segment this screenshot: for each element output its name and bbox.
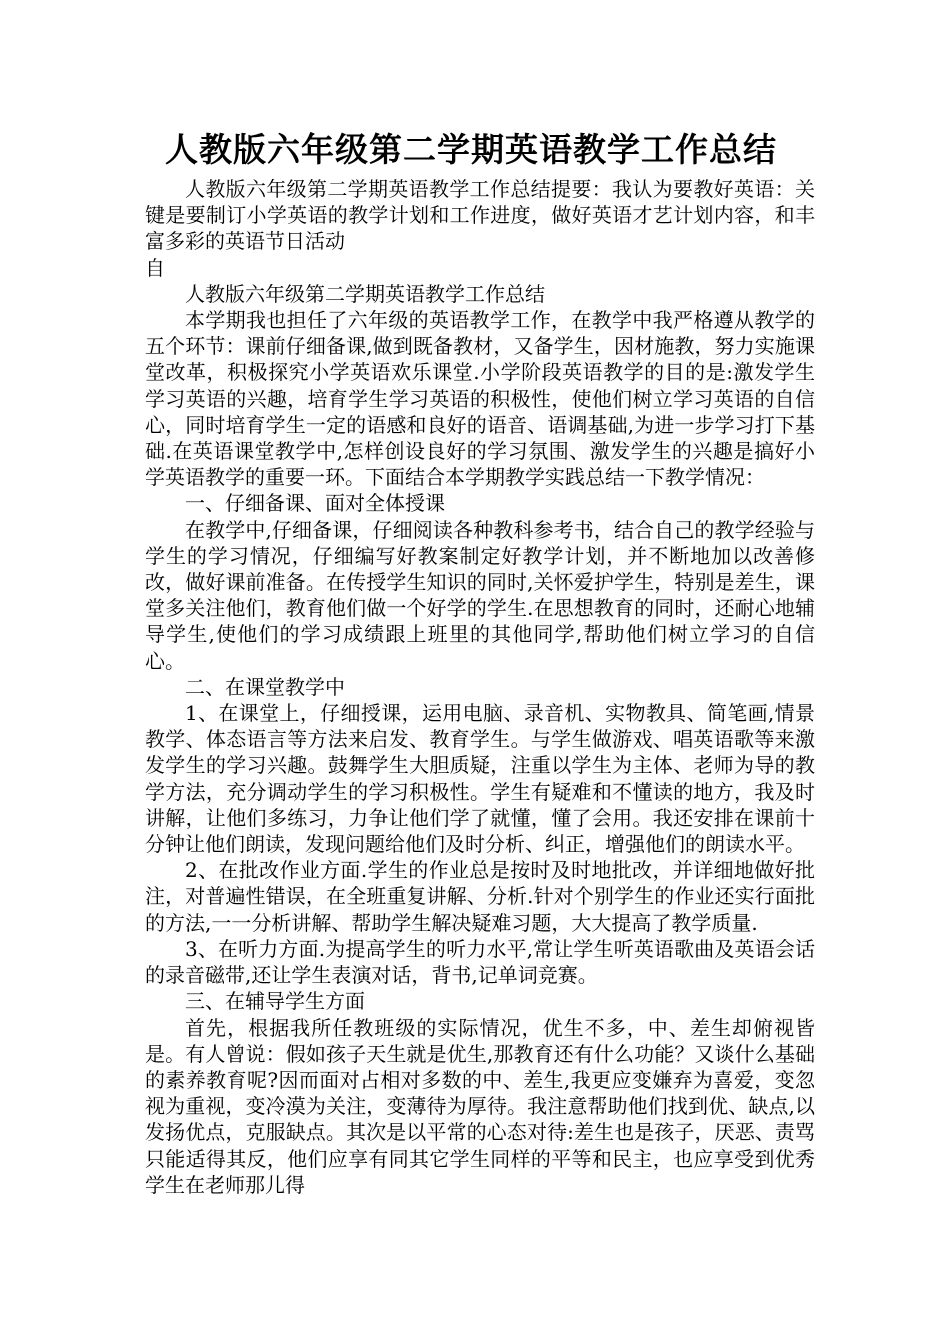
document-body: [145, 176, 815, 1198]
paragraph-section-2-item-1: 1、在课堂上，仔细授课，运用电脑、录音机、实物教具、简笔画,情景教学、体态语言等方法来启发、教育学生。与学生做游戏、唱英语歌等来激发学生的学习兴趣。鼓舞学生大胆质疑，注重以学生为主体、老师为导的教学方法，充分调动学生的学习积极性。学生有疑难和不懂读的地方，我及时讲解，让他们多练习，力争让他们学了就懂，懂了会用。我还安排在课前十分钟让他们朗读，发现问题给他们及时分析、纠正，增强他们的朗读水平。: [145, 701, 815, 857]
paragraph-summary: 人教版六年级第二学期英语教学工作总结提要：我认为要教好英语：关键是要制订小学英语的教学计划和工作进度，做好英语才艺计划内容，和丰富多彩的英语节日活动: [145, 177, 815, 254]
section-heading-3: 三、在辅导学生方面: [185, 989, 365, 1014]
section-heading-1: 一、仔细备课、面对全体授课: [185, 491, 445, 516]
paragraph-section-2-item-3: 3、在听力方面.为提高学生的听力水平,常让学生听英语歌曲及英语会话的录音磁带,还让学生表演对话，背书,记单词竞赛。: [145, 936, 815, 988]
paragraph-section-1: 在教学中,仔细备课，仔细阅读各种教科参考书，结合自己的教学经验与学生的学习情况，仔细编写好教案制定好教学计划，并不断地加以改善修改，做好课前准备。在传授学生知识的同时,关怀爱护学生，特别是差生，课堂多关注他们，教育他们做一个好学的学生.在思想教育的同时，还耐心地辅导学生,使他们的学习成绩跟上班里的其他同学,帮助他们树立学习的自信心。: [145, 517, 815, 673]
paragraph-subtitle: 人教版六年级第二学期英语教学工作总结: [185, 281, 545, 306]
paragraph-section-2-item-2: 2、在批改作业方面.学生的作业总是按时及时地批改，并详细地做好批注，对普遍性错误，在全班重复讲解、分析.针对个别学生的作业还实行面批的方法,一一分析讲解、帮助学生解决疑难习题，大大提高了教学质量.: [145, 858, 815, 935]
paragraph-section-3: 首先，根据我所任教班级的实际情况，优生不多，中、差生却俯视皆是。有人曾说：假如孩子天生就是优生,那教育还有什么功能？又谈什么基础的素养教育呢?因而面对占相对多数的中、差生,我更应变嫌弃为喜爱，变忽视为重视，变冷漠为关注，变薄待为厚待。我注意帮助他们找到优、缺点,以发扬优点，克服缺点。其次是以平常的心态对待:差生也是孩子，厌恶、责骂只能适得其反，他们应享有同其它学生同样的平等和民主，也应享受到优秀学生在老师那儿得: [145, 1015, 815, 1197]
section-heading-2: 二、在课堂教学中: [185, 674, 345, 699]
paragraph-fragment: 自: [145, 255, 165, 280]
document-title: 人教版六年级第二学期英语教学工作总结: [165, 130, 777, 169]
document-page: [145, 128, 815, 1198]
paragraph-intro: 本学期我也担任了六年级的英语教学工作，在教学中我严格遵从教学的五个环节：课前仔细备课,做到既备教材，又备学生，因材施教，努力实施课堂改革，积极探究小学英语欢乐课堂.小学阶段英语教学的目的是:激发学生学习英语的兴趣，培育学生学习英语的积极性，使他们树立学习英语的自信心，同时培育学生一定的语感和良好的语音、语调基础,为进一步学习打下基础.在英语课堂教学中,怎样创设良好的学习氛围、激发学生的兴趣是搞好小学英语教学的重要一环。下面结合本学期教学实践总结一下教学情况：: [145, 308, 815, 490]
